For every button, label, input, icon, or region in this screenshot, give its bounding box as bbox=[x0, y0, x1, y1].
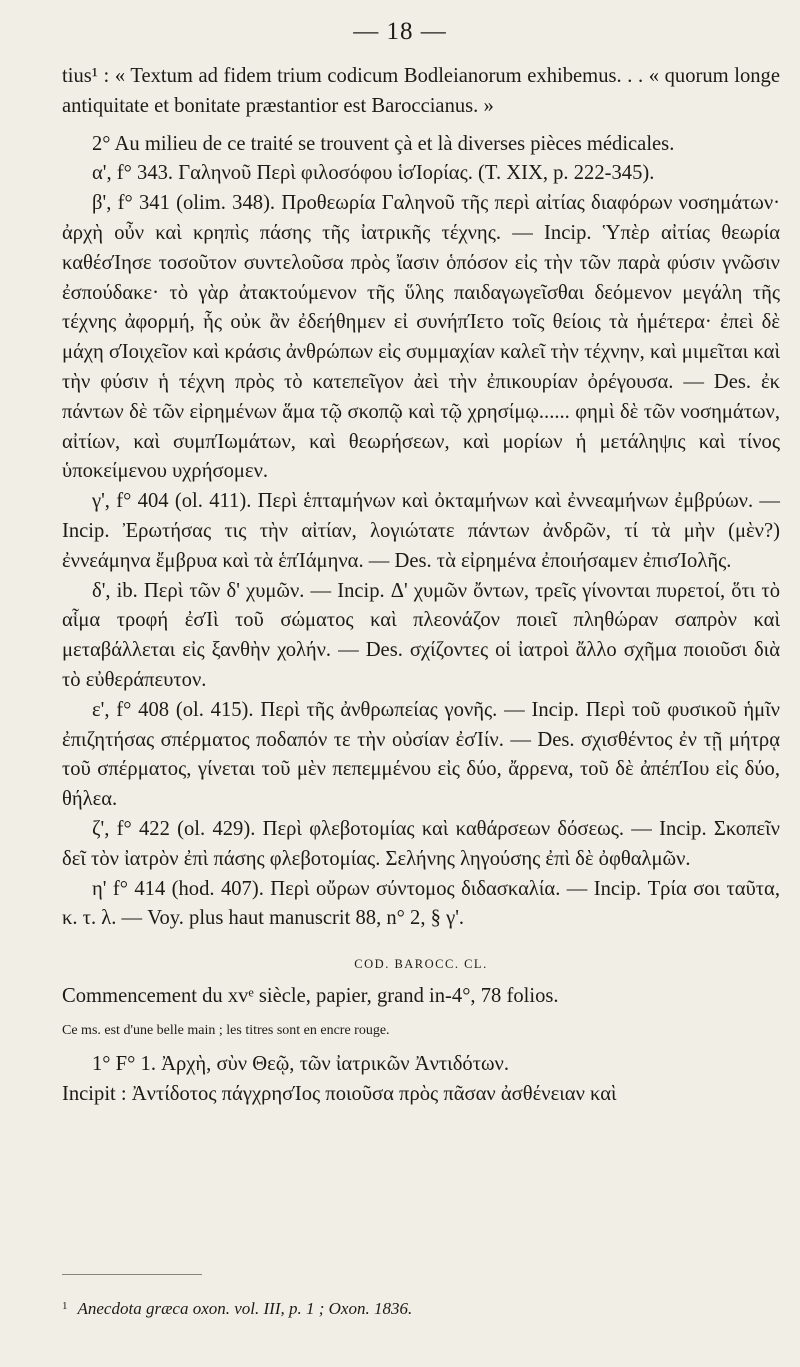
entry-gamma: γ', f° 404 (ol. 411). Περὶ ἑπταμήνων καὶ ὀκταμήνων καὶ ἐννεαμήνων ἐμβρύων. — Incip. Ἐρωτήσας τις τὴν αἰτίαν, λογιώτατε πάντων ἀνδρῶν, τί τὰ μὴν (μὲν?) ἐννεάμηνα ἔμβρυα καὶ τὰ ἑπΊάμηνα. — Des. τὰ εἰρημένα ἐποιήσαμεν ἐπισΊολῆς. bbox=[62, 490, 780, 572]
codex-note: Ce ms. est d'une belle main ; les titres sont en encre rouge. bbox=[62, 1022, 390, 1038]
entry-delta: δ', ib. Περὶ τῶν δ' χυμῶν. — Incip. Δ' χυμῶν ὄντων, τρεῖς γίνονται πυρετοί, ὅτι τὸ αἷμα τροφή ἐσΊὶ τοῦ σώματος καὶ πλεονάζον ποιεῖ πληθώραν σαπρὸν καὶ μεταβάλλεται εἰς ξανθὴν χολήν. — Des. σχίζοντες οἱ ἰατροὶ ἄλλο σχῆμα ποιοῦσι διὰ τὸ εὐθεράπευτον. bbox=[62, 579, 780, 691]
page-body bbox=[62, 62, 780, 1110]
entry-epsilon: ε', f° 408 (ol. 415). Περὶ τῆς ἀνθρωπείας γονῆς. — Incip. Περὶ τοῦ φυσικοῦ ἡμῖν ἐπιζητήσας σπέρματος ποδαπόν τε τὴν οὐσίαν ἐσΊίν. — Des. σχισθέντος ἐν τῇ μήτρᾳ τοῦ σπέρματος, γίνεται τοῦ μὲν πεπεμμένου εἰς δύο, ἄρρενα, τοῦ δὲ ἀπέπΊου εἰς δύο, θήλεα. bbox=[62, 698, 780, 811]
codex-heading: COD. BAROCC. CL. bbox=[354, 957, 488, 972]
codex-item-1: 1° F° 1. Ἀρχὴ, σὺν Θεῷ, τῶν ἰατρικῶν Ἀντιδότων. bbox=[92, 1052, 509, 1075]
section-2-heading: 2° Au milieu de ce traité se trouvent çà et là diverses pièces médicales. bbox=[92, 132, 675, 155]
codex-description: Commencement du xvᵉ siècle, papier, grand in-4°, 78 folios. bbox=[62, 985, 559, 1008]
entry-zeta: ζ', f° 422 (ol. 429). Περὶ φλεβοτομίας καὶ καθάρσεων δόσεως. — Incip. Σκοπεῖν δεῖ τὸν ἰατρὸν ἐπὶ πάσης φλεβοτομίας. Σελήνης ληγούσης ἐπὶ δὲ ὀφθαλμῶν. bbox=[62, 817, 780, 870]
footnote-divider bbox=[62, 1274, 202, 1275]
footnote bbox=[62, 1294, 412, 1321]
entry-eta: η' f° 414 (hod. 407). Περὶ οὔρων σύντομος διδασκαλία. — Incip. Τρία σοι ταῦτα, κ. τ. λ. — Voy. plus haut manuscrit 88, n° 2, § γ'. bbox=[62, 877, 780, 930]
entry-beta: β', f° 341 (olim. 348). Προθεωρία Γαληνοῦ τῆς περὶ αἰτίας διαφόρων νοσημάτων· ἀρχὴ οὖν καὶ κρηπὶς πάσης τῆς ἰατρικῆς τέχνης. — Incip. Ὑπὲρ αἰτίας θεωρία καθέσΊησε τοσοῦτον συντελοῦσα πρὸς ἴασιν ὁπόσον εἰς τὴν τῶν παρὰ φύσιν γνῶσιν ἐσπούδακε· τὸ γὰρ ἀτακτούμενον τῆς ὕλης παιδαγωγεῖσθαι δεόμενον μεγάλη τῆς τέχνης ἀφορμή, ἧς οὐκ ἂν ἐδεήθημεν εἰ συνήπΊετο τοῖς θείοις τὰ ἡμέτερα· ἐπεὶ δὲ μάχη σΊοιχεῖον καὶ κράσις ἀνθρώπων εἰς συμμαχίαν καλεῖ τὴν τέχνην, καὶ μιμεῖται καὶ τὴν φύσιν ἡ τέχνη πρὸς τὸ κατεπεῖγον ἀεὶ τὴν ἐπικουρίαν ὀρέγουσα. — Des. ἐκ πάντων δὲ τῶν εἰρημένων ἅμα τῷ σκοπῷ καὶ τῷ χρησίμῳ...... φημὶ δὲ τῶν νοσημάτων, αἰτίων, καὶ συμπΊωμάτων, καὶ θεωρήσεων, καὶ μορίων ἡ μετάληψις καὶ τίνος ὑποκείμενου υχρήσομεν. bbox=[62, 192, 780, 483]
latin-quotation-paragraph: tius¹ : « Textum ad fidem trium codicum Bodleianorum exhibemus. . . « quorum longe antiquitate et bonitate præstantior est Baroccianus. » bbox=[62, 65, 780, 117]
footnote-text: Anecdota græca oxon. vol. III, p. 1 ; Oxon. 1836. bbox=[77, 1299, 413, 1318]
page-number: — 18 — bbox=[353, 18, 447, 45]
footnote-marker: 1 bbox=[62, 1300, 68, 1312]
codex-incipit-line: Incipit : Ἀντίδοτος πάγχρησΊος ποιοῦσα πρὸς πᾶσαν ἀσθένειαν καὶ bbox=[62, 1082, 617, 1105]
entry-alpha: α', f° 343. Γαληνοῦ Περὶ φιλοσόφου ἱσΊορίας. (T. XIX, p. 222-345). bbox=[92, 162, 655, 185]
